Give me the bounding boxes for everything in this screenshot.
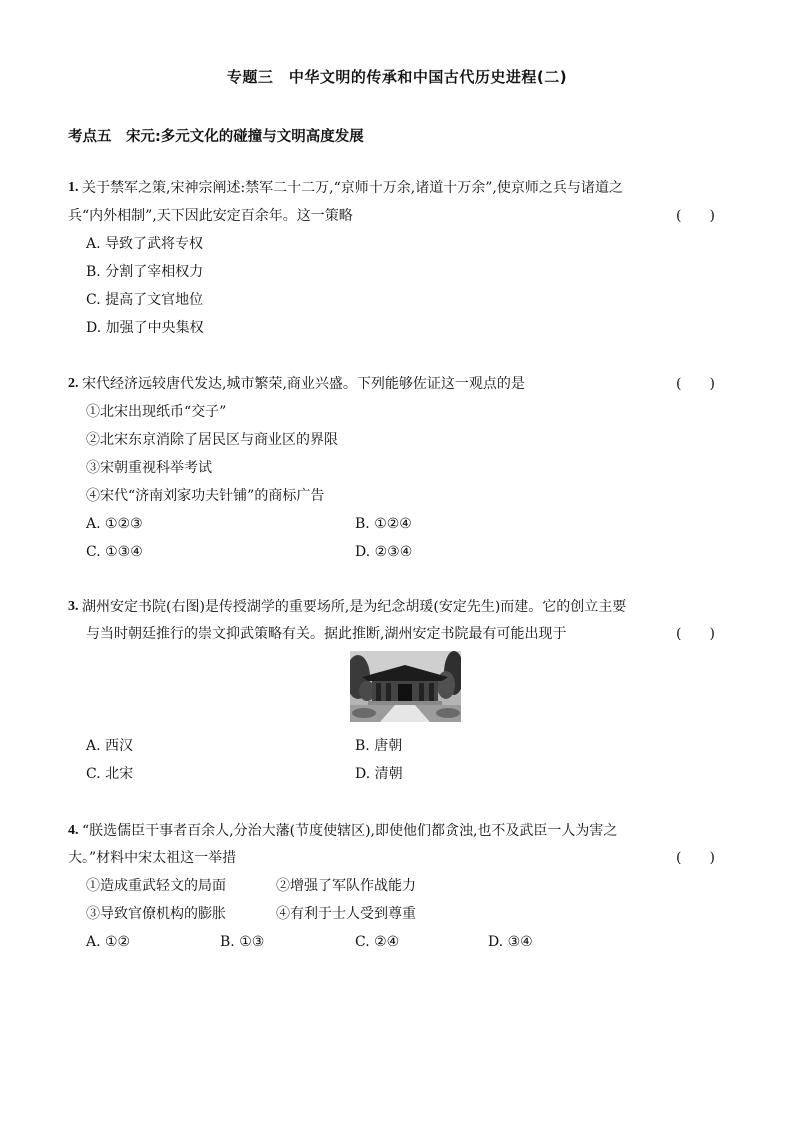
- option-d[interactable]: D. 加强了中央集权: [86, 320, 204, 336]
- statement-4: ④宋代“济南刘家功夫针铺”的商标广告: [86, 488, 325, 504]
- answer-bracket[interactable]: ( ): [676, 208, 715, 224]
- question-2-number: 2.: [68, 376, 79, 391]
- answer-bracket[interactable]: ( ): [676, 376, 715, 392]
- question-3-stem-line1: 湖州安定书院(右图)是传授湖学的重要场所,是为纪念胡瑗(安定先生)而建。它的创立主要: [82, 599, 627, 615]
- answer-bracket[interactable]: ( ): [676, 626, 715, 642]
- academy-building-image: [350, 651, 461, 722]
- section-heading: 考点五 宋元:多元文化的碰撞与文明高度发展: [68, 129, 364, 145]
- statement-1: ①造成重武轻文的局面: [86, 878, 226, 894]
- option-d[interactable]: D. ②③④: [355, 544, 413, 560]
- question-4-stem-line2: 大。”材料中宋太祖这一举措: [68, 850, 237, 866]
- question-3-number: 3.: [68, 599, 79, 614]
- option-a[interactable]: A. 西汉: [86, 738, 134, 754]
- statement-1: ①北宋出现纸币“交子”: [86, 404, 227, 420]
- option-c[interactable]: C. 提高了文官地位: [86, 292, 204, 308]
- statement-3: ③导致官僚机构的膨胀: [86, 906, 226, 922]
- question-2-stem: 宋代经济远较唐代发达,城市繁荣,商业兴盛。下列能够佐证这一观点的是: [82, 376, 525, 392]
- academy-photo: [350, 651, 461, 722]
- question-1-number: 1.: [68, 180, 79, 195]
- option-c[interactable]: C. 北宋: [86, 766, 134, 782]
- option-a[interactable]: A. ①②③: [86, 516, 143, 532]
- option-a[interactable]: A. ①②: [86, 934, 131, 950]
- question-4-number: 4.: [68, 823, 79, 838]
- question-1-stem-line1: 关于禁军之策,宋神宗阐述:禁军二十二万,“京师十万余,诸道十万余”,使京师之兵与诸道之: [82, 180, 623, 196]
- option-c[interactable]: C. ②④: [355, 934, 400, 950]
- statement-2: ②北宋东京消除了居民区与商业区的界限: [86, 432, 338, 448]
- page-title: 专题三 中华文明的传承和中国古代历史进程(二): [226, 68, 568, 86]
- question-1-stem-line2: 兵“内外相制”,天下因此安定百余年。这一策略: [68, 208, 353, 224]
- answer-bracket[interactable]: ( ): [676, 850, 715, 866]
- statement-3: ③宋朝重视科举考试: [86, 460, 212, 476]
- option-b[interactable]: B. ①③: [220, 934, 265, 950]
- option-b[interactable]: B. 分割了宰相权力: [86, 264, 204, 280]
- option-c[interactable]: C. ①③④: [86, 544, 143, 560]
- option-d[interactable]: D. 清朝: [355, 766, 403, 782]
- option-b[interactable]: B. ①②④: [355, 516, 412, 532]
- option-b[interactable]: B. 唐朝: [355, 738, 403, 754]
- statement-2: ②增强了军队作战能力: [276, 878, 416, 894]
- question-4-stem-line1: “朕选儒臣干事者百余人,分治大藩(节度使辖区),即使他们都贪浊,也不及武臣一人为害之: [82, 823, 618, 839]
- statement-4: ④有利于士人受到尊重: [276, 906, 416, 922]
- option-a[interactable]: A. 导致了武将专权: [86, 236, 204, 252]
- option-d[interactable]: D. ③④: [488, 934, 533, 950]
- question-3-stem-line2: 与当时朝廷推行的崇文抑武策略有关。据此推断,湖州安定书院最有可能出现于: [86, 626, 567, 642]
